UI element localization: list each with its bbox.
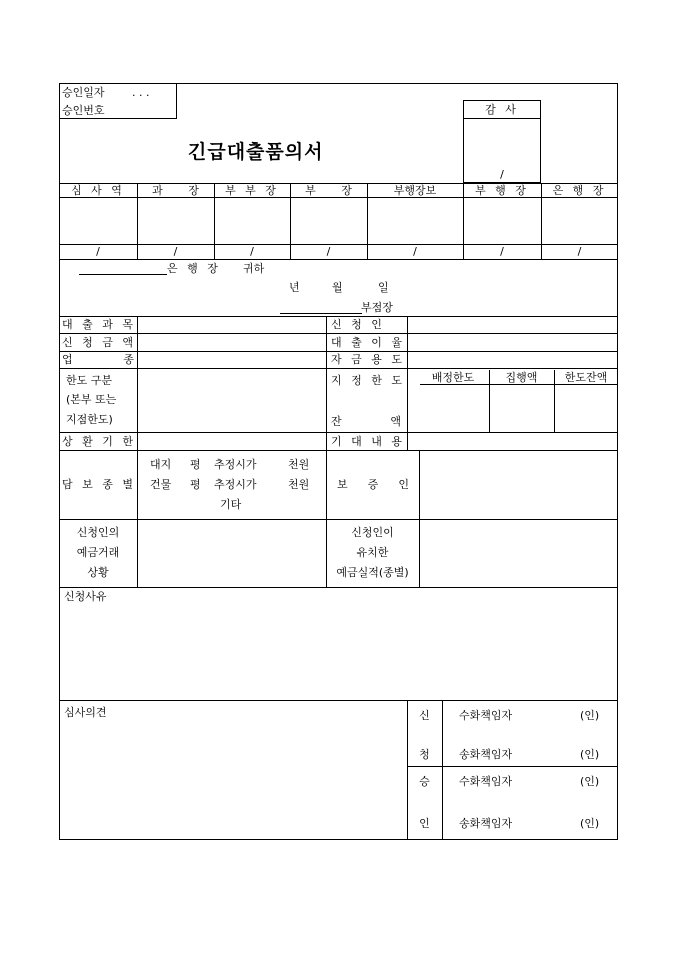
date-month: 월 [332, 281, 343, 294]
guarantor-label [337, 478, 409, 491]
fields-top-line [59, 316, 618, 317]
approve-send-officer: 송화책임자 [459, 817, 513, 830]
role-section-chief [137, 184, 214, 197]
signature-date-slash: / [577, 245, 582, 258]
attracted-deposit-label-3: 예금실적(종별) [336, 566, 409, 579]
signature-date-slash: / [96, 245, 100, 258]
loan-subject-label: 대 출 과 목 [62, 318, 136, 331]
approve-char-2: 인 [419, 817, 430, 830]
limit-remaining-label: 한도잔액 [564, 371, 608, 384]
addressee-bank-suffix: 은 행 장 [167, 262, 221, 275]
signature-date-slash: / [173, 245, 178, 258]
signature-bottom-line [59, 259, 618, 260]
review-top-line [59, 700, 618, 701]
limit-subtable-header-line [420, 384, 618, 385]
repayment-deadline-label: 상 환 기 한 [62, 435, 136, 448]
addressee-honorific: 귀하 [243, 262, 265, 275]
applicant-deposit-label-3: 상황 [87, 566, 109, 579]
approve-char-1: 승 [419, 775, 430, 788]
bank-name-blank [79, 274, 167, 275]
business-type-text: 업 종 [62, 353, 134, 366]
collateral-land-label: 대지 [150, 458, 172, 471]
signature-date-slash: / [250, 245, 254, 258]
fields-label-col-line [137, 316, 138, 587]
collateral-type-label: 담 보 종 별 [62, 478, 136, 491]
audit-slash: / [500, 168, 504, 181]
apply-char-2: 청 [419, 748, 430, 761]
attracted-deposit-label-2: 유치한 [356, 546, 389, 559]
limit-type-label-2: (본부 또는 [66, 393, 117, 406]
signature-date-slash: / [413, 245, 417, 258]
apply-char-1: 신 [419, 709, 430, 722]
signature-date-slash: / [326, 245, 331, 258]
application-reason-label: 신청사유 [64, 590, 107, 603]
limit-allocated-label: 배정한도 [431, 371, 475, 384]
role-bank-president: 은 행 장 [552, 184, 607, 197]
limit-type-label-3: 지점한도) [66, 413, 113, 426]
expected-content-label: 기 대 내 용 [331, 435, 405, 448]
approve-send-seal: (인) [580, 817, 600, 830]
collateral-land-pyeong: 평 [190, 458, 201, 471]
guarantor-col-line [419, 450, 420, 587]
review-char-col-line [442, 700, 443, 840]
audit-label: 감 사 [485, 103, 519, 116]
fields-row-line [59, 333, 618, 334]
applicant-label: 신 청 인 [331, 318, 385, 331]
fields-row-line [59, 351, 618, 352]
attracted-deposit-label-1: 신청인이 [351, 526, 394, 539]
approval-number-label: 승인번호 [62, 104, 105, 117]
approval-box-bottom-border [59, 118, 177, 119]
balance-text: 잔 액 [331, 415, 401, 428]
fields-right-label-col-line [407, 316, 408, 450]
form-title: 긴급대출품의서 [188, 141, 324, 163]
collateral-other-label: 기타 [220, 498, 242, 511]
signature-date-slash: / [500, 245, 504, 258]
approval-box-right-border [176, 83, 177, 119]
designated-limit-label: 지 정 한 도 [331, 374, 405, 387]
role-manager-text: 부 장 [305, 184, 352, 197]
approval-date-dots: . . . [132, 86, 150, 99]
apply-receive-seal: (인) [580, 709, 600, 722]
fund-usage-label: 자 금 용 도 [331, 353, 405, 366]
fields-row-line [59, 519, 618, 520]
collateral-land-estimate: 추정시가 [214, 458, 257, 471]
approve-receive-seal: (인) [580, 775, 600, 788]
balance-label [331, 415, 401, 428]
fields-row-line [59, 587, 618, 588]
role-deputy-manager: 부 부 장 [225, 184, 279, 197]
applicant-deposit-label-1: 신청인의 [76, 526, 120, 539]
limit-executed-label: 집행액 [505, 371, 538, 384]
review-opinion-label: 심사의견 [64, 706, 107, 719]
collateral-building-label: 건물 [150, 478, 172, 491]
signature-header-line [59, 197, 618, 198]
business-type-label [62, 353, 134, 366]
collateral-building-estimate: 추정시가 [214, 478, 257, 491]
collateral-land-unit: 천원 [288, 458, 310, 471]
loan-rate-label: 대 출 이 율 [331, 336, 405, 349]
review-mid-line [407, 766, 618, 767]
guarantor-text: 보 증 인 [337, 478, 409, 491]
limit-type-label-1: 한도 구분 [66, 374, 113, 387]
approval-date-label: 승인일자 [62, 86, 105, 99]
branch-manager-blank [280, 313, 362, 314]
approve-receive-officer: 수화책임자 [459, 775, 513, 788]
role-manager [290, 184, 367, 197]
fields-row-line [59, 432, 618, 433]
fields-row-line [59, 450, 618, 451]
applicant-deposit-label-2: 예금거래 [76, 546, 120, 559]
date-day: 일 [378, 281, 389, 294]
role-vice-president: 부 행 장 [475, 184, 529, 197]
audit-box-divider [463, 118, 541, 119]
branch-manager-label: 부점장 [361, 301, 393, 314]
collateral-building-unit: 천원 [288, 478, 310, 491]
role-assistant-vp: 부행장보 [393, 184, 437, 197]
role-section-chief-text: 과 장 [152, 184, 199, 197]
apply-send-officer: 송화책임자 [459, 748, 513, 761]
collateral-building-pyeong: 평 [190, 478, 201, 491]
requested-amount-label: 신 청 금 액 [62, 336, 136, 349]
fields-row-line [59, 368, 618, 369]
apply-send-seal: (인) [580, 748, 600, 761]
apply-receive-officer: 수화책임자 [459, 709, 513, 722]
date-year: 년 [289, 281, 300, 294]
role-reviewer: 심 사 역 [71, 184, 125, 197]
